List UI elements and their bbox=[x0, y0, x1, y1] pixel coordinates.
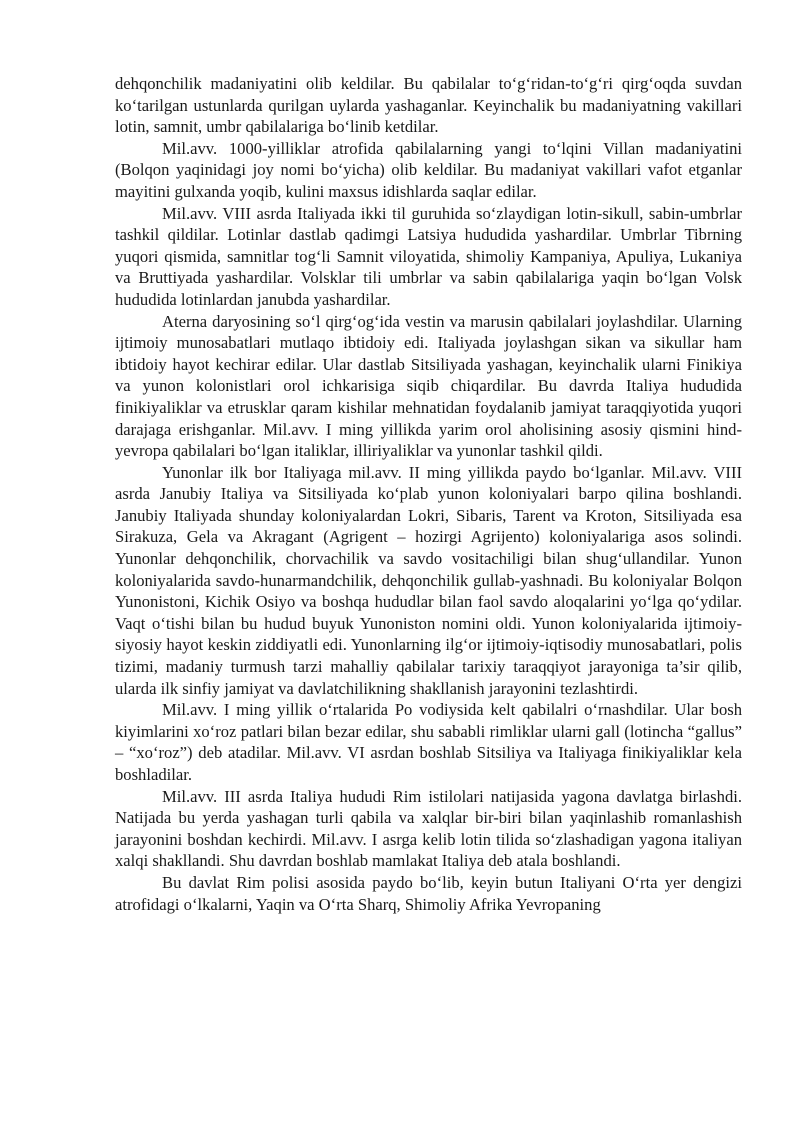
paragraph-1: dehqonchilik madaniyatini olib keldilar. Bu qabilalar to‘g‘ridan-to‘g‘ri qirg‘oqda suvdan ko‘tarilgan ustunlarda qurilgan uylarda yashaganlar. Keyinchalik bu madaniyatning vakillari lotin, samnit, umbr qabilalariga bo‘linib ketdilar. bbox=[115, 74, 742, 137]
paragraph-3: Mil.avv. VIII asrda Italiyada ikki til guruhida so‘zlaydigan lotin-sikull, sabin-umbrlar tashkil qildilar. Lotinlar dastlab qadimgi Latsiya hududida yashardilar. Umbrlar Tibrning yuqori qismida, samnitlar tog‘li Samnit viloyatida, shimoliy Kampaniya, Apuliya, Lukaniya va Bruttiyada yashardilar. Volsklar tili umbrlar va sabin qabilalariga yaqin bo‘lgan Volsk hududida lotinlardan janubda yashardilar. bbox=[115, 203, 742, 309]
paragraph-6: Mil.avv. I ming yillik o‘rtalarida Po vodiysida kelt qabilalri o‘rnashdilar. Ular bosh kiyimlarini xo‘roz patlari bilan bezar edilar, shu sababli rimliklar ularni gall (lotincha “gallus” – “xo‘roz”) deb atadilar. Mil.avv. VI asrdan boshlab Sitsiliya va Italiyaga finikiyaliklar kela boshladilar. bbox=[115, 700, 742, 784]
paragraph-4: Aterna daryosining so‘l qirg‘og‘ida vestin va marusin qabilalari joylashdilar. Ularning ijtimoiy munosabatlari mutlaqo ibtidoiy edi. Italiyada joylashgan sikan va sikullar ham ibtidoiy hayot kechirar edilar. Ular dastlab Sitsiliyada yashagan, keyinchalik ularni Finikiya va yunon kolonistlari orol ichkarisiga siqib chiqardilar. Bu davrda Italiya hududida finikiyaliklar va etrusklar qaram kishilar mehnatidan foydalanib jamiyat taraqqiyotida yuqori darajaga erishganlar. Mil.avv. I ming yillikda yarim orol aholisining asosiy qismini hind-yevropa qabilalari bo‘lgan italiklar, illiriyaliklar va yunonlar tashkil qildi. bbox=[115, 311, 742, 461]
paragraph-5: Yunonlar ilk bor Italiyaga mil.avv. II ming yillikda paydo bo‘lganlar. Mil.avv. VIII asrda Janubiy Italiya va Sitsiliyada ko‘plab yunon koloniyalari barpo qilina boshlandi. Janubiy Italiyada shunday koloniyalardan Lokri, Sibaris, Tarent va Kroton, Sitsiliyada esa Sirakuza, Gela va Akragant (Agrigent – hozirgi Agrijento) koloniyalariga asos solindi. Yunonlar dehqonchilik, chorvachilik va savdo vositachiligi bilan shug‘ullandilar. Yunon koloniyalarida savdo-hunarmandchilik, dehqonchilik gullab-yashnadi. Bu koloniyalar Bolqon Yunonistoni, Kichik Osiyo va boshqa hududlar bilan faol savdo aloqalarini yo‘lga qo‘ydilar. Vaqt o‘tishi bilan bu hudud buyuk Yunoniston nomini oldi. Yunon koloniyalarida ijtimoiy-siyosiy hayot keskin ziddiyatli edi. Yunonlarning ilg‘or ijtimoiy-iqtisodiy munosabatlari, polis tizimi, madaniy turmush tarzi mahalliy qabilalar tarixiy taraqqiyot jarayoniga ta’sir qilib, ularda ilk sinfiy jamiyat va davlatchilikning shakllanish jarayonini tezlashtirdi. bbox=[115, 462, 742, 698]
paragraph-7: Mil.avv. III asrda Italiya hududi Rim istilolari natijasida yagona davlatga birlashdi. Natijada bu yerda yashagan turli qabila va xalqlar bir-biri bilan yaqinlashib romanlashish jarayonini boshdan kechirdi. Mil.avv. I asrga kelib lotin tilida so‘zlashadigan yagona italiyan xalqi shakllandi. Shu davrdan boshlab mamlakat Italiya deb atala boshlandi. bbox=[115, 786, 742, 871]
paragraph-2: Mil.avv. 1000-yilliklar atrofida qabilalarning yangi to‘lqini Villan madaniyatini (Bolqon yaqinidagi joy nomi bo‘yicha) olib keldilar. Bu madaniyat vakillari vafot etganlar mayitini gulxanda yoqib, kulini maxsus idishlarda saqlar edilar. bbox=[115, 138, 742, 201]
document-page bbox=[115, 73, 742, 915]
paragraph-8: Bu davlat Rim polisi asosida paydo bo‘lib, keyin butun Italiyani O‘rta yer dengizi atrofidagi o‘lkalarni, Yaqin va O‘rta Sharq, Shimoliy Afrika Yevropaning bbox=[115, 872, 742, 914]
